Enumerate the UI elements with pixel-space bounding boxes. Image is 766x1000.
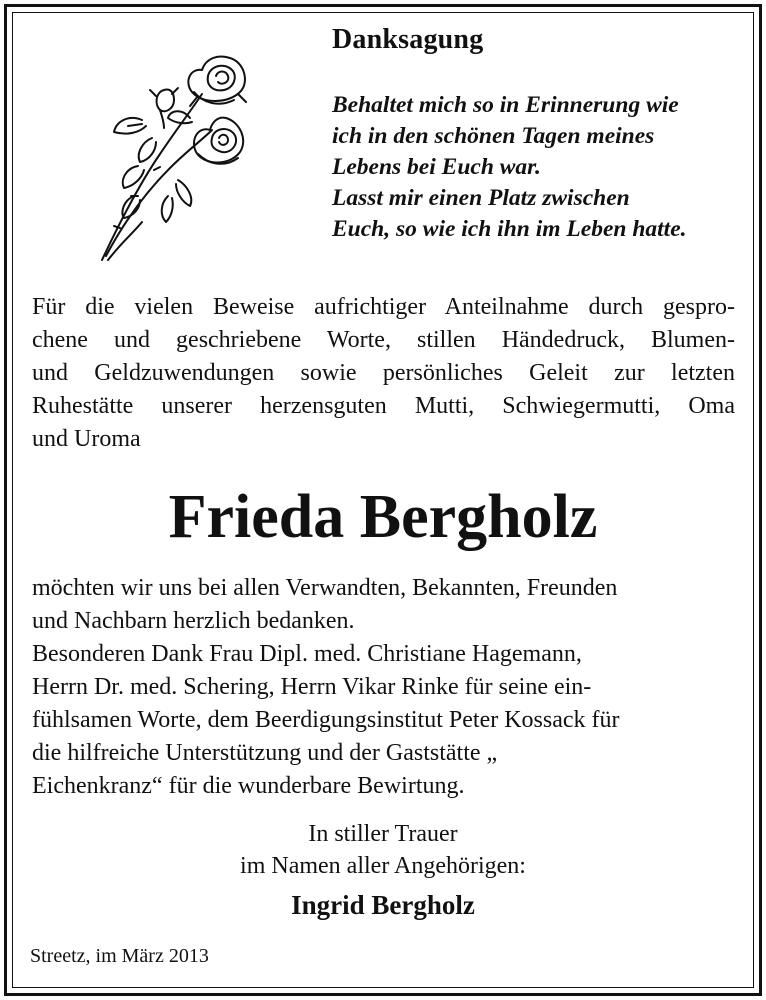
motto-line: Behaltet mich so in Erinnerung wie [332,92,679,118]
deceased-name: Frieda Bergholz [168,483,598,551]
thanks-line: Eichenkranz“ für die wunderbare Bewirtung. [32,773,465,799]
thanks-paragraph [32,572,735,803]
thanks-line: fühlsamen Worte, dem Beerdigungsinstitut Peter Kossack für [32,707,620,733]
closing-block [0,818,766,882]
intro-line: chene und geschriebene Worte, stillen Händedruck, Blumen- [32,327,735,353]
heading-danksagung: Danksagung [332,24,484,55]
place-date: Streetz, im März 2013 [30,945,209,967]
intro-line: und Geldzuwendungen sowie persönliches Geleit zur letzten [32,360,735,386]
thanks-line: Herrn Dr. med. Schering, Herrn Vikar Rinke für seine ein- [32,674,592,700]
thanks-line: und Nachbarn herzlich bedanken. [32,608,355,634]
thanks-line: möchten wir uns bei allen Verwandten, Bekannten, Freunden [32,575,618,601]
motto-line: Lebens bei Euch war. [332,154,541,180]
motto-line: Euch, so wie ich ihn im Leben hatte. [332,216,687,242]
signature: Ingrid Bergholz [291,890,475,920]
intro-line: Für die vielen Beweise aufrichtiger Anteilnahme durch gespro- [32,294,735,320]
thanks-line: Besonderen Dank Frau Dipl. med. Christiane Hagemann, [32,641,582,667]
intro-paragraph [32,291,735,456]
closing-line: im Namen aller Angehörigen: [240,853,526,879]
intro-line: Ruhestätte unserer herzensguten Mutti, Schwiegermutti, Oma [32,393,735,419]
rose-icon [98,46,258,268]
thanks-line: die hilfreiche Unterstützung und der Gaststätte „ [32,740,498,766]
closing-line: In stiller Trauer [308,821,458,847]
intro-line: und Uroma [32,426,141,452]
motto-verse [332,90,742,245]
motto-line: ich in den schönen Tagen meines [332,123,655,149]
motto-line: Lasst mir einen Platz zwischen [332,185,630,211]
